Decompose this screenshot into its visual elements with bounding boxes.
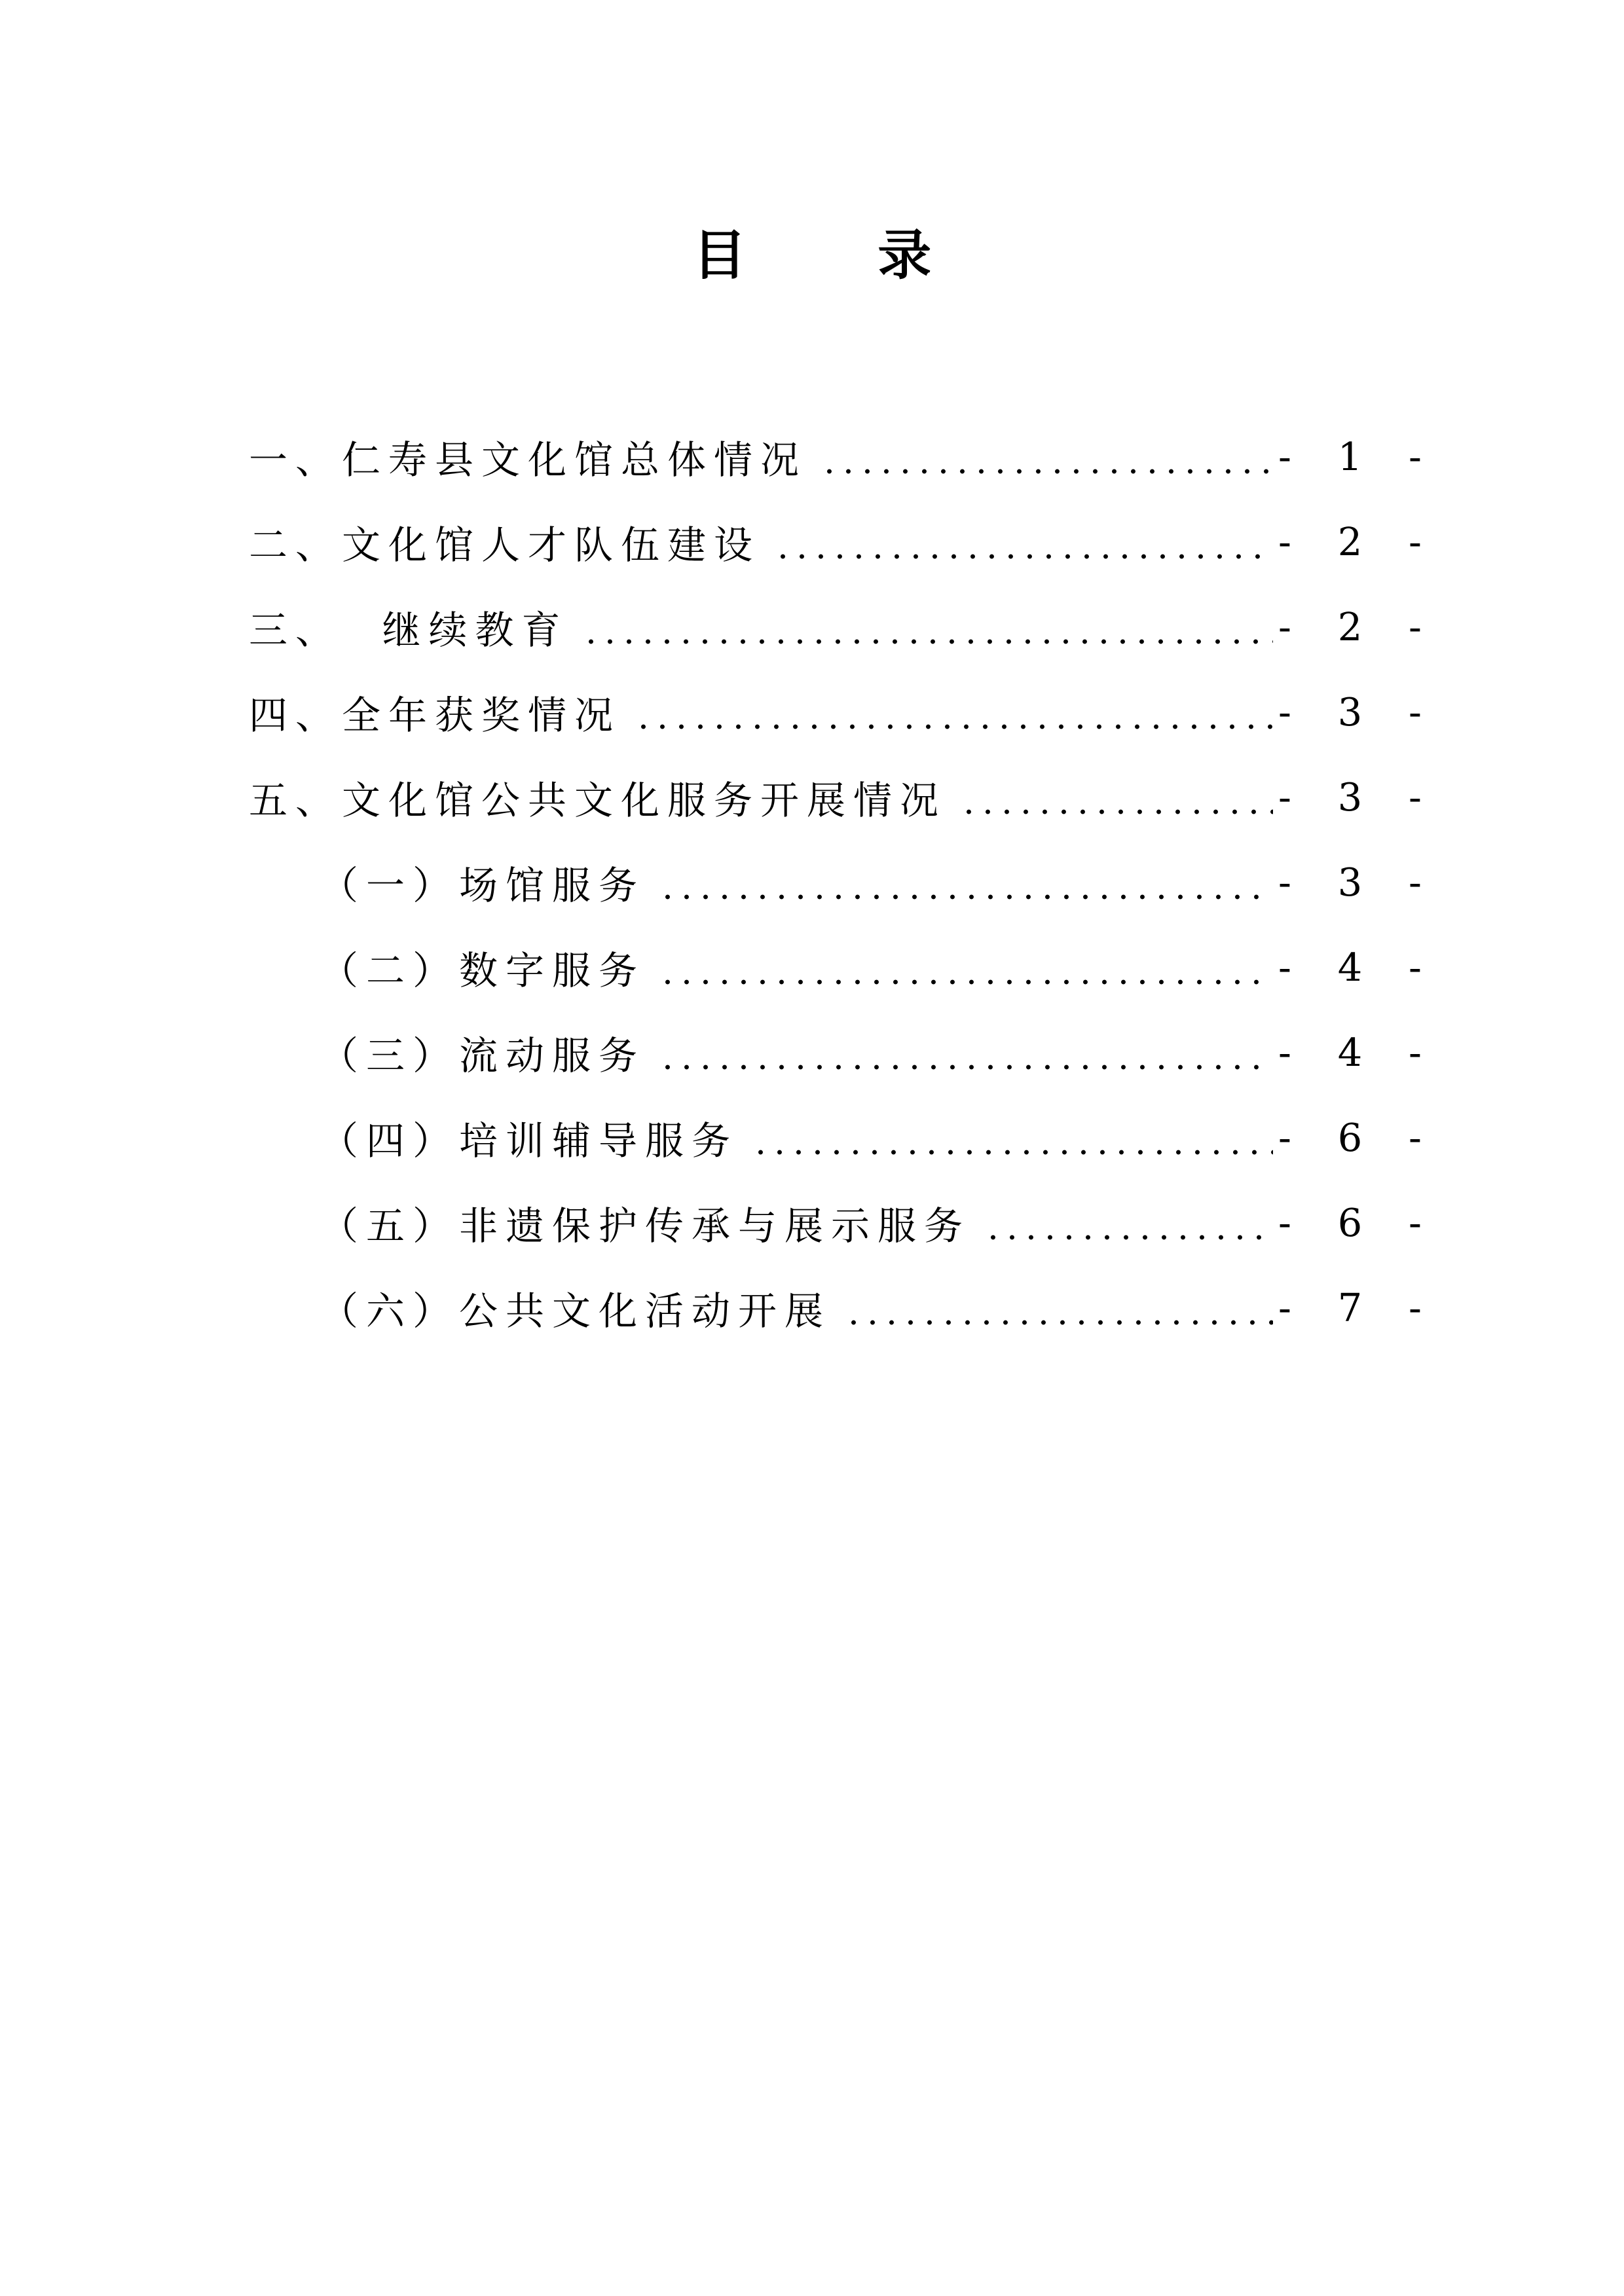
toc-entry-label: 一、仁寿县文化馆总体情况 [249, 437, 807, 483]
dot-leader [844, 1288, 1273, 1326]
dot-leader [959, 778, 1273, 816]
dot-leader [581, 608, 1273, 646]
toc-entry-3[interactable] [249, 584, 1439, 669]
table-of-contents [249, 414, 1439, 1350]
toc-subentry-1[interactable] [249, 839, 1439, 924]
dot-leader [658, 948, 1273, 986]
toc-page-number: - 1 - [1278, 433, 1439, 479]
toc-entry-label: （六）公共文化活动开展 [320, 1288, 832, 1334]
toc-subentry-4[interactable] [249, 1095, 1439, 1180]
toc-entry-4[interactable] [249, 669, 1439, 754]
toc-entry-1[interactable] [249, 414, 1439, 499]
toc-subentry-3[interactable] [249, 1010, 1439, 1095]
dot-leader [634, 693, 1273, 731]
toc-entry-label: （四）培训辅导服务 [320, 1118, 739, 1163]
dot-leader [658, 1033, 1273, 1071]
toc-page-number: - 2 - [1278, 519, 1439, 564]
toc-page-number: - 4 - [1278, 944, 1439, 990]
toc-entry-label: 三、 继续教育 [249, 607, 568, 653]
toc-subentry-2[interactable] [249, 924, 1439, 1010]
toc-page-number: - 3 - [1278, 774, 1439, 820]
toc-page-number: - 3 - [1278, 859, 1439, 905]
dot-leader [984, 1203, 1273, 1241]
dot-leader [820, 437, 1273, 475]
toc-entry-label: （五）非遗保护传承与展示服务 [320, 1203, 971, 1248]
toc-page-number: - 2 - [1278, 604, 1439, 649]
toc-entry-label: （一）场馆服务 [320, 862, 646, 908]
toc-page-number: - 6 - [1278, 1199, 1439, 1245]
toc-page-number: - 4 - [1278, 1029, 1439, 1075]
toc-entry-5[interactable] [249, 754, 1439, 839]
toc-page-number: - 7 - [1278, 1285, 1439, 1330]
dot-leader [658, 863, 1273, 901]
toc-entry-label: （三）流动服务 [320, 1032, 646, 1078]
page-title: 目 录 [692, 224, 988, 287]
dot-leader [751, 1118, 1273, 1156]
toc-entry-2[interactable] [249, 499, 1439, 584]
toc-entry-label: （二）数字服务 [320, 947, 646, 993]
toc-page-number: - 3 - [1278, 689, 1439, 735]
toc-entry-label: 五、文化馆公共文化服务开展情况 [249, 777, 947, 823]
toc-subentry-6[interactable] [249, 1265, 1439, 1350]
toc-page-number: - 6 - [1278, 1114, 1439, 1160]
toc-subentry-5[interactable] [249, 1180, 1439, 1265]
toc-entry-label: 四、全年获奖情况 [249, 692, 621, 738]
dot-leader [773, 522, 1273, 560]
toc-entry-label: 二、文化馆人才队伍建设 [249, 522, 761, 568]
